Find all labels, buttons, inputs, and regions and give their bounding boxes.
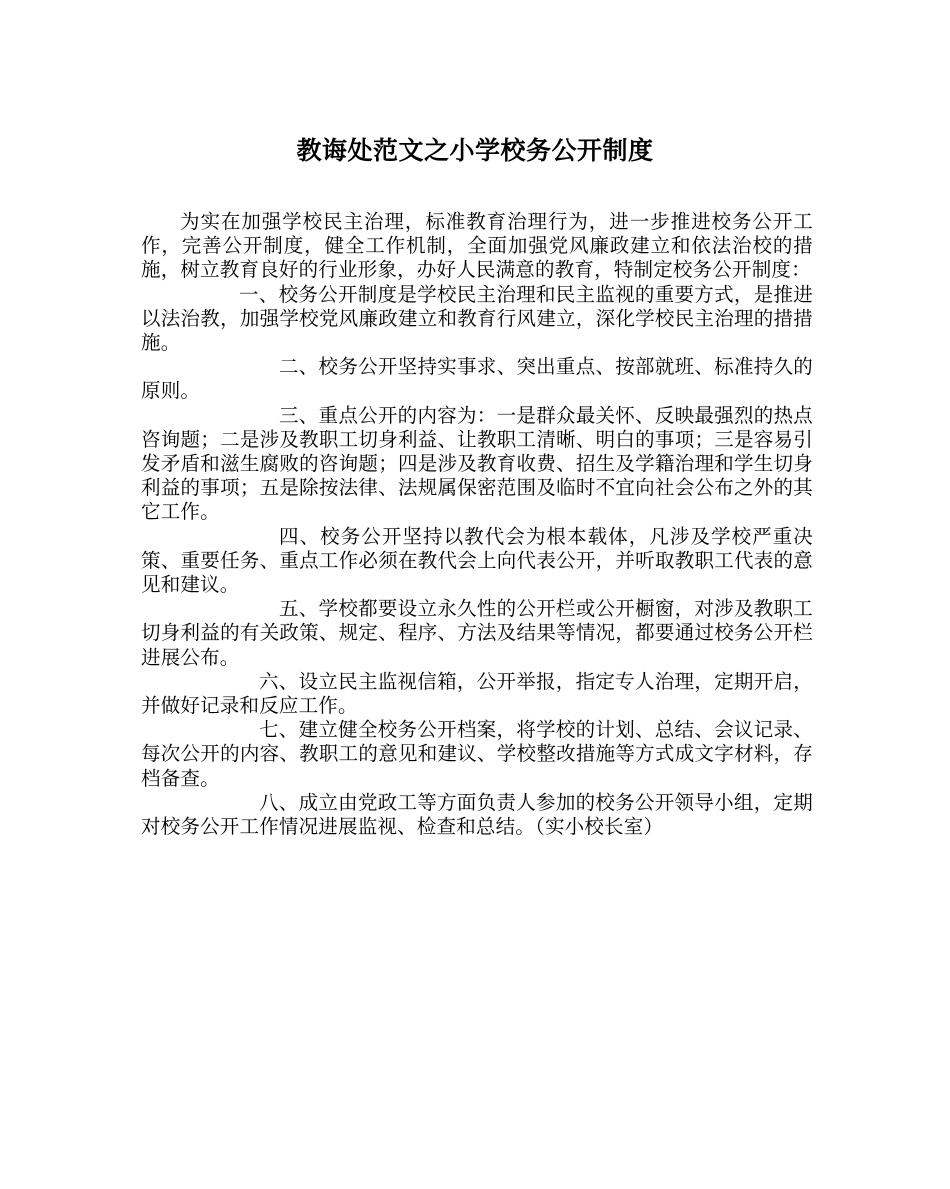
document-title: 教诲处范文之小学校务公开制度 [296, 136, 654, 165]
paragraph-intro: 为实在加强学校民主治理，标准教育治理行为，进一步推进校务公开工作，完善公开制度，健全工作机制，全面加强党风廉政建立和依法治校的措施，树立教育良好的行业形象，办好人民满意的教育，特制定校务公开制度： [141, 210, 813, 282]
paragraph-item-8: 八、成立由党政工等方面负责人参加的校务公开领导小组，定期对校务公开工作情况进展监视、检查和总结。（实小校长室） [141, 790, 813, 839]
paragraph-item-2: 二、校务公开坚持实事求、突出重点、按部就班、标准持久的原则。 [141, 355, 813, 403]
paragraph-item-7: 七、建立健全校务公开档案，将学校的计划、总结、会议记录、每次公开的内容、教职工的意见和建议、学校整改措施等方式成文字材料，存档备查。 [141, 718, 813, 790]
paragraph-item-1: 一、校务公开制度是学校民主治理和民主监视的重要方式，是推进以法治教，加强学校党风廉政建立和教育行风建立，深化学校民主治理的措措施。 [141, 282, 813, 355]
document-body [141, 210, 813, 839]
paragraph-item-4: 四、校务公开坚持以教代会为根本载体，凡涉及学校严重决策、重要任务、重点工作必须在教代会上向代表公开，并听取教职工代表的意见和建议。 [141, 524, 813, 597]
paragraph-item-6: 六、设立民主监视信箱，公开举报，指定专人治理，定期开启，并做好记录和反应工作。 [141, 669, 813, 718]
paragraph-item-3: 三、重点公开的内容为：一是群众最关怀、反映最强烈的热点咨询题；二是涉及教职工切身利益、让教职工清晰、明白的事项；三是容易引发矛盾和滋生腐败的咨询题；四是涉及教育收费、招生及学籍治理和学生切身利益的事项；五是除按法律、法规属保密范围及临时不宜向社会公布之外的其它工作。 [141, 403, 813, 524]
paragraph-item-5: 五、学校都要设立永久性的公开栏或公开橱窗，对涉及教职工切身利益的有关政策、规定、程序、方法及结果等情况，都要通过校务公开栏进展公布。 [141, 597, 813, 669]
